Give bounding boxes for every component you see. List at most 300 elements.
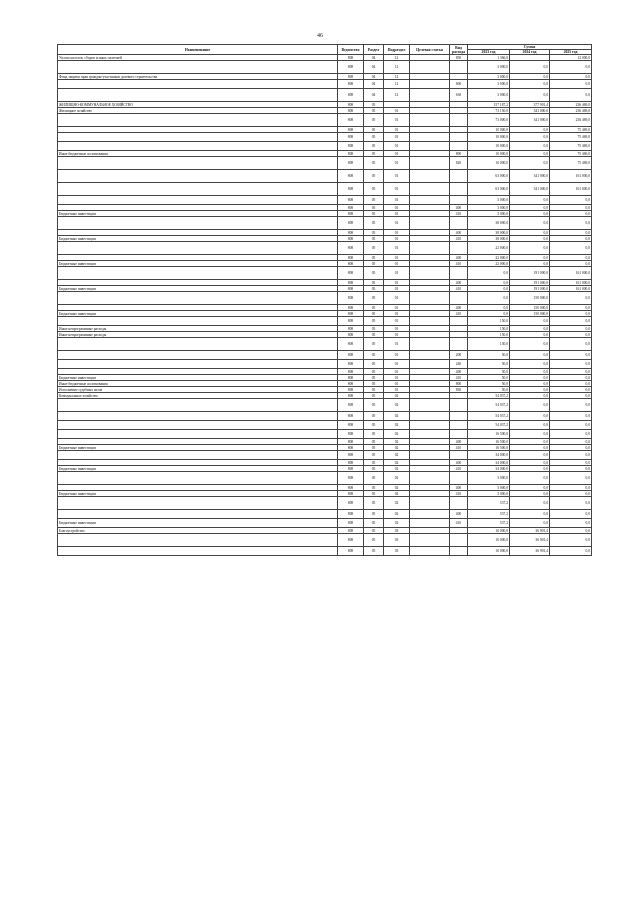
row-ministry-cell: 808 <box>338 267 364 280</box>
row-name-cell <box>58 534 338 547</box>
row-expense-type-cell: 830 <box>450 387 468 393</box>
row-name-cell: Иные бюджетные ассигнования <box>58 151 338 157</box>
row-2023-cell: 537,2 <box>468 497 510 510</box>
row-2023-cell: 34 000,0 <box>468 451 510 460</box>
row-expense-type-cell: 410 <box>450 286 468 292</box>
row-ministry-cell: 808 <box>338 528 364 534</box>
header-subsection: Подраздел <box>384 45 410 55</box>
row-2024-cell: 0,0 <box>510 317 550 326</box>
row-2024-cell: 0,0 <box>510 133 550 142</box>
row-section-cell: 05 <box>364 261 384 267</box>
row-name-cell: Бюджетные инвестиции <box>58 375 338 381</box>
row-target-article-cell <box>410 114 450 127</box>
row-expense-type-cell: 400 <box>450 255 468 261</box>
row-subsection-cell: 12 <box>384 55 410 61</box>
row-2024-cell: 0,0 <box>510 387 550 393</box>
table-row <box>58 317 592 326</box>
row-name-cell: Бюджетные инвестиции <box>58 445 338 451</box>
header-name: Наименование <box>58 45 338 55</box>
row-target-article-cell <box>410 338 450 351</box>
row-2023-cell: 3 000,0 <box>468 211 510 217</box>
row-subsection-cell: 12 <box>384 80 410 89</box>
row-target-article-cell <box>410 89 450 102</box>
row-expense-type-cell <box>450 267 468 280</box>
row-2024-cell: 191 000,0 <box>510 280 550 286</box>
table-row <box>58 399 592 412</box>
row-subsection-cell: 02 <box>384 393 410 399</box>
row-ministry-cell: 808 <box>338 183 364 196</box>
header-section: Раздел <box>364 45 384 55</box>
row-ministry-cell: 808 <box>338 102 364 108</box>
row-2024-cell: 0,0 <box>510 74 550 80</box>
row-2025-cell: 0,0 <box>550 205 592 211</box>
row-expense-type-cell <box>450 338 468 351</box>
row-section-cell: 05 <box>364 317 384 326</box>
row-section-cell: 05 <box>364 338 384 351</box>
row-subsection-cell: 01 <box>384 142 410 151</box>
row-expense-type-cell: 800 <box>450 381 468 387</box>
row-2024-cell: 0,0 <box>510 196 550 205</box>
row-2024-cell: 0,0 <box>510 242 550 255</box>
row-subsection-cell: 02 <box>384 466 410 472</box>
row-ministry-cell: 808 <box>338 421 364 430</box>
row-target-article-cell <box>410 451 450 460</box>
row-name-cell <box>58 472 338 485</box>
table-row <box>58 292 592 305</box>
row-section-cell: 05 <box>364 236 384 242</box>
row-2025-cell: 0,0 <box>550 292 592 305</box>
row-2023-cell: 10 000,0 <box>468 534 510 547</box>
table-row <box>58 430 592 439</box>
row-2025-cell: 236 469,0 <box>550 102 592 108</box>
row-expense-type-cell: 400 <box>450 485 468 491</box>
row-2025-cell: 0,0 <box>550 430 592 439</box>
row-subsection-cell: 01 <box>384 261 410 267</box>
row-target-article-cell <box>410 157 450 170</box>
row-2023-cell: 50,0 <box>468 387 510 393</box>
row-ministry-cell: 808 <box>338 133 364 142</box>
header-expense-type: Вид расхода <box>450 45 468 55</box>
row-2025-cell: 0,0 <box>550 261 592 267</box>
row-2025-cell: 0,0 <box>550 375 592 381</box>
row-section-cell: 05 <box>364 151 384 157</box>
row-name-cell: Жилищное хозяйство <box>58 108 338 114</box>
row-ministry-cell: 808 <box>338 491 364 497</box>
row-target-article-cell <box>410 510 450 519</box>
row-subsection-cell: 01 <box>384 326 410 332</box>
row-2024-cell: 0,0 <box>510 451 550 460</box>
table-row <box>58 80 592 89</box>
row-2023-cell: 16 500,0 <box>468 430 510 439</box>
row-2024-cell: 0,0 <box>510 485 550 491</box>
row-name-cell: Бюджетные инвестиции <box>58 286 338 292</box>
table-row <box>58 519 592 528</box>
row-expense-type-cell <box>450 421 468 430</box>
row-section-cell: 05 <box>364 485 384 491</box>
row-expense-type-cell <box>450 242 468 255</box>
row-section-cell: 05 <box>364 255 384 261</box>
row-ministry-cell: 808 <box>338 399 364 412</box>
row-section-cell: 05 <box>364 460 384 466</box>
row-2025-cell: 0,0 <box>550 326 592 332</box>
row-2024-cell: 0,0 <box>510 255 550 261</box>
row-2025-cell: 0,0 <box>550 311 592 317</box>
row-subsection-cell: 01 <box>384 369 410 375</box>
row-ministry-cell: 808 <box>338 61 364 74</box>
row-expense-type-cell: 850 <box>450 55 468 61</box>
row-2023-cell: 63 000,0 <box>468 170 510 183</box>
row-section-cell: 05 <box>364 157 384 170</box>
row-expense-type-cell: 410 <box>450 491 468 497</box>
row-2025-cell: 161 000,0 <box>550 170 592 183</box>
row-subsection-cell: 01 <box>384 230 410 236</box>
row-subsection-cell: 12 <box>384 89 410 102</box>
row-expense-type-cell: 400 <box>450 460 468 466</box>
table-row <box>58 157 592 170</box>
row-ministry-cell: 808 <box>338 108 364 114</box>
row-subsection-cell: 01 <box>384 360 410 369</box>
row-target-article-cell <box>410 133 450 142</box>
row-section-cell: 04 <box>364 74 384 80</box>
row-2025-cell: 161 000,0 <box>550 286 592 292</box>
row-2023-cell: 10 000,0 <box>468 127 510 133</box>
row-section-cell: 05 <box>364 142 384 151</box>
row-ministry-cell: 808 <box>338 326 364 332</box>
row-expense-type-cell <box>450 142 468 151</box>
row-target-article-cell <box>410 497 450 510</box>
row-2024-cell: 0,0 <box>510 338 550 351</box>
row-section-cell: 05 <box>364 351 384 360</box>
row-ministry-cell: 808 <box>338 80 364 89</box>
row-section-cell: 05 <box>364 547 384 556</box>
table-row <box>58 89 592 102</box>
row-expense-type-cell: 410 <box>450 261 468 267</box>
row-name-cell: Иные непрограммные расходы <box>58 326 338 332</box>
row-expense-type-cell: 800 <box>450 151 468 157</box>
row-ministry-cell: 808 <box>338 255 364 261</box>
row-name-cell: Коммунальное хозяйство <box>58 393 338 399</box>
row-ministry-cell: 808 <box>338 485 364 491</box>
row-section-cell: 05 <box>364 170 384 183</box>
row-subsection-cell: 01 <box>384 217 410 230</box>
row-ministry-cell: 808 <box>338 547 364 556</box>
row-2023-cell: 3 000,0 <box>468 61 510 74</box>
table-row <box>58 170 592 183</box>
row-2025-cell: 75 469,0 <box>550 133 592 142</box>
row-2025-cell: 0,0 <box>550 497 592 510</box>
row-2023-cell: 3 000,0 <box>468 80 510 89</box>
row-name-cell: Бюджетные инвестиции <box>58 211 338 217</box>
row-2024-cell: 0,0 <box>510 205 550 211</box>
row-name-cell <box>58 430 338 439</box>
row-name-cell: Уплата налогов, сборов и иных платежей <box>58 55 338 61</box>
row-subsection-cell: 01 <box>384 236 410 242</box>
table-row <box>58 196 592 205</box>
row-subsection-cell: 01 <box>384 375 410 381</box>
row-subsection-cell: 01 <box>384 381 410 387</box>
row-section-cell: 04 <box>364 89 384 102</box>
row-subsection-cell: 01 <box>384 286 410 292</box>
row-2024-cell: 191 000,0 <box>510 286 550 292</box>
row-2025-cell: 0,0 <box>550 369 592 375</box>
row-name-cell <box>58 412 338 421</box>
table-row <box>58 497 592 510</box>
row-subsection-cell: 01 <box>384 267 410 280</box>
row-section-cell: 04 <box>364 80 384 89</box>
row-2025-cell: 0,0 <box>550 460 592 466</box>
row-expense-type-cell <box>450 412 468 421</box>
row-section-cell: 05 <box>364 528 384 534</box>
row-2025-cell: 0,0 <box>550 445 592 451</box>
row-expense-type-cell: 410 <box>450 211 468 217</box>
row-expense-type-cell: 410 <box>450 466 468 472</box>
row-2025-cell: 0,0 <box>550 466 592 472</box>
row-ministry-cell: 808 <box>338 466 364 472</box>
page-number: 46 <box>317 33 323 39</box>
row-ministry-cell: 808 <box>338 439 364 445</box>
row-2023-cell: 3 000,0 <box>468 205 510 211</box>
row-ministry-cell: 808 <box>338 242 364 255</box>
row-section-cell: 05 <box>364 286 384 292</box>
row-expense-type-cell: 410 <box>450 375 468 381</box>
row-2025-cell: 0,0 <box>550 89 592 102</box>
row-section-cell: 05 <box>364 326 384 332</box>
row-2023-cell: 22 000,0 <box>468 242 510 255</box>
row-ministry-cell: 808 <box>338 497 364 510</box>
row-2024-cell: 0,0 <box>510 230 550 236</box>
row-2023-cell: 0,0 <box>468 267 510 280</box>
row-ministry-cell: 808 <box>338 375 364 381</box>
row-2023-cell: 10 000,0 <box>468 547 510 556</box>
row-section-cell: 05 <box>364 381 384 387</box>
row-2024-cell: 0,0 <box>510 217 550 230</box>
row-expense-type-cell <box>450 547 468 556</box>
row-ministry-cell: 808 <box>338 127 364 133</box>
row-expense-type-cell <box>450 534 468 547</box>
row-target-article-cell <box>410 196 450 205</box>
row-expense-type-cell: 400 <box>450 230 468 236</box>
row-section-cell: 05 <box>364 510 384 519</box>
row-2025-cell: 0,0 <box>550 61 592 74</box>
row-2024-cell: 341 000,0 <box>510 108 550 114</box>
row-2024-cell: 0,0 <box>510 89 550 102</box>
row-2025-cell: 0,0 <box>550 387 592 393</box>
row-name-cell: Бюджетные инвестиции <box>58 236 338 242</box>
row-section-cell: 05 <box>364 399 384 412</box>
row-ministry-cell: 808 <box>338 311 364 317</box>
row-name-cell <box>58 547 338 556</box>
row-subsection-cell: 01 <box>384 351 410 360</box>
row-target-article-cell <box>410 399 450 412</box>
row-2024-cell: 0,0 <box>510 421 550 430</box>
row-2025-cell: 236 469,0 <box>550 108 592 114</box>
table-row <box>58 267 592 280</box>
row-ministry-cell: 808 <box>338 534 364 547</box>
row-2024-cell: 0,0 <box>510 460 550 466</box>
row-2025-cell: 0,0 <box>550 255 592 261</box>
row-2025-cell: 0,0 <box>550 472 592 485</box>
row-subsection-cell: 03 <box>384 547 410 556</box>
row-ministry-cell: 808 <box>338 393 364 399</box>
row-2024-cell: 0,0 <box>510 369 550 375</box>
row-target-article-cell <box>410 80 450 89</box>
row-2023-cell: 3 000,0 <box>468 196 510 205</box>
row-2024-cell: 36 901,4 <box>510 534 550 547</box>
row-2023-cell: 50,0 <box>468 351 510 360</box>
row-2024-cell: 0,0 <box>510 375 550 381</box>
row-target-article-cell <box>410 519 450 528</box>
row-subsection-cell: 01 <box>384 332 410 338</box>
row-subsection-cell: 02 <box>384 460 410 466</box>
row-ministry-cell: 808 <box>338 369 364 375</box>
row-2025-cell: 0,0 <box>550 236 592 242</box>
row-ministry-cell: 808 <box>338 151 364 157</box>
row-subsection-cell: 01 <box>384 114 410 127</box>
header-2025: 2025 год <box>550 50 592 55</box>
row-2025-cell: 0,0 <box>550 381 592 387</box>
row-name-cell <box>58 170 338 183</box>
row-2023-cell: 34 000,0 <box>468 460 510 466</box>
row-expense-type-cell: 820 <box>450 157 468 170</box>
row-target-article-cell <box>410 170 450 183</box>
row-2023-cell: 3 000,0 <box>468 491 510 497</box>
row-expense-type-cell <box>450 430 468 439</box>
row-2025-cell: 0,0 <box>550 80 592 89</box>
row-name-cell: Исполнение судебных актов <box>58 387 338 393</box>
row-subsection-cell: 01 <box>384 387 410 393</box>
row-section-cell: 05 <box>364 205 384 211</box>
row-2024-cell: 191 000,0 <box>510 267 550 280</box>
row-2023-cell: 150,0 <box>468 338 510 351</box>
row-subsection-cell: 02 <box>384 445 410 451</box>
row-expense-type-cell: 410 <box>450 519 468 528</box>
row-2025-cell: 0,0 <box>550 399 592 412</box>
row-ministry-cell: 808 <box>338 451 364 460</box>
row-expense-type-cell: 240 <box>450 360 468 369</box>
row-2023-cell: 50,0 <box>468 375 510 381</box>
row-2023-cell: 54 037,2 <box>468 393 510 399</box>
row-section-cell: 05 <box>364 127 384 133</box>
row-name-cell <box>58 292 338 305</box>
row-expense-type-cell: 400 <box>450 305 468 311</box>
row-name-cell <box>58 451 338 460</box>
row-subsection-cell: 03 <box>384 534 410 547</box>
row-2025-cell: 0,0 <box>550 230 592 236</box>
row-2024-cell: 341 000,0 <box>510 170 550 183</box>
row-ministry-cell: 808 <box>338 412 364 421</box>
row-ministry-cell: 808 <box>338 142 364 151</box>
row-ministry-cell: 808 <box>338 472 364 485</box>
row-name-cell <box>58 267 338 280</box>
row-expense-type-cell: 400 <box>450 439 468 445</box>
row-2023-cell: 10 000,0 <box>468 157 510 170</box>
row-2025-cell: 0,0 <box>550 393 592 399</box>
row-2025-cell: 75 469,0 <box>550 157 592 170</box>
table-row <box>58 142 592 151</box>
row-subsection-cell: 01 <box>384 127 410 133</box>
row-subsection-cell: 01 <box>384 170 410 183</box>
row-ministry-cell: 808 <box>338 381 364 387</box>
row-subsection-cell: 01 <box>384 133 410 142</box>
row-section-cell: 05 <box>364 497 384 510</box>
row-2024-cell: 377 901,4 <box>510 102 550 108</box>
table-row <box>58 547 592 556</box>
row-2023-cell: 73 000,0 <box>468 114 510 127</box>
row-2024-cell: 0,0 <box>510 510 550 519</box>
row-2023-cell: 3 000,0 <box>468 485 510 491</box>
row-2024-cell: 0,0 <box>510 236 550 242</box>
table-row <box>58 472 592 485</box>
row-2025-cell: 75 469,0 <box>550 151 592 157</box>
row-ministry-cell: 808 <box>338 360 364 369</box>
row-2024-cell: 0,0 <box>510 211 550 217</box>
row-2024-cell: 150 000,0 <box>510 305 550 311</box>
row-expense-type-cell <box>450 170 468 183</box>
row-section-cell: 05 <box>364 430 384 439</box>
row-2023-cell: 0,0 <box>468 311 510 317</box>
table-row <box>58 114 592 127</box>
row-2025-cell: 0,0 <box>550 242 592 255</box>
row-ministry-cell: 808 <box>338 74 364 80</box>
row-target-article-cell <box>410 360 450 369</box>
row-2025-cell: 0,0 <box>550 332 592 338</box>
row-expense-type-cell: 400 <box>450 510 468 519</box>
row-subsection-cell: 01 <box>384 305 410 311</box>
row-ministry-cell: 808 <box>338 460 364 466</box>
row-2025-cell: 0,0 <box>550 528 592 534</box>
row-2024-cell: 0,0 <box>510 151 550 157</box>
row-subsection-cell: 01 <box>384 108 410 114</box>
row-2024-cell: 0,0 <box>510 360 550 369</box>
row-2023-cell: 3 000,0 <box>468 472 510 485</box>
row-2024-cell: 36 901,4 <box>510 547 550 556</box>
row-target-article-cell <box>410 472 450 485</box>
row-2024-cell: 0,0 <box>510 393 550 399</box>
row-2025-cell: 0,0 <box>550 547 592 556</box>
row-2023-cell: 50,0 <box>468 381 510 387</box>
row-2023-cell: 22 000,0 <box>468 255 510 261</box>
row-2023-cell: 157 187,2 <box>468 102 510 108</box>
row-2025-cell: 0,0 <box>550 360 592 369</box>
row-name-cell <box>58 157 338 170</box>
row-name-cell: Бюджетные инвестиции <box>58 311 338 317</box>
row-subsection-cell: 02 <box>384 399 410 412</box>
row-2023-cell: 537,2 <box>468 510 510 519</box>
row-section-cell: 05 <box>364 387 384 393</box>
row-ministry-cell: 808 <box>338 236 364 242</box>
row-section-cell: 05 <box>364 360 384 369</box>
row-2024-cell: 0,0 <box>510 412 550 421</box>
row-section-cell: 05 <box>364 439 384 445</box>
row-2024-cell: 0,0 <box>510 157 550 170</box>
row-2023-cell: 54 037,2 <box>468 399 510 412</box>
row-expense-type-cell: 410 <box>450 311 468 317</box>
row-section-cell: 05 <box>364 375 384 381</box>
table-header <box>58 45 592 55</box>
row-2024-cell: 0,0 <box>510 491 550 497</box>
row-ministry-cell: 808 <box>338 445 364 451</box>
row-subsection-cell: 12 <box>384 61 410 74</box>
row-ministry-cell: 808 <box>338 317 364 326</box>
row-subsection-cell: 02 <box>384 451 410 460</box>
row-ministry-cell: 808 <box>338 170 364 183</box>
row-section-cell: 05 <box>364 491 384 497</box>
row-2024-cell: 0,0 <box>510 466 550 472</box>
row-2024-cell: 0,0 <box>510 430 550 439</box>
row-2025-cell: 236 469,0 <box>550 114 592 127</box>
row-2023-cell: 150,0 <box>468 326 510 332</box>
row-2024-cell: 0,0 <box>510 61 550 74</box>
